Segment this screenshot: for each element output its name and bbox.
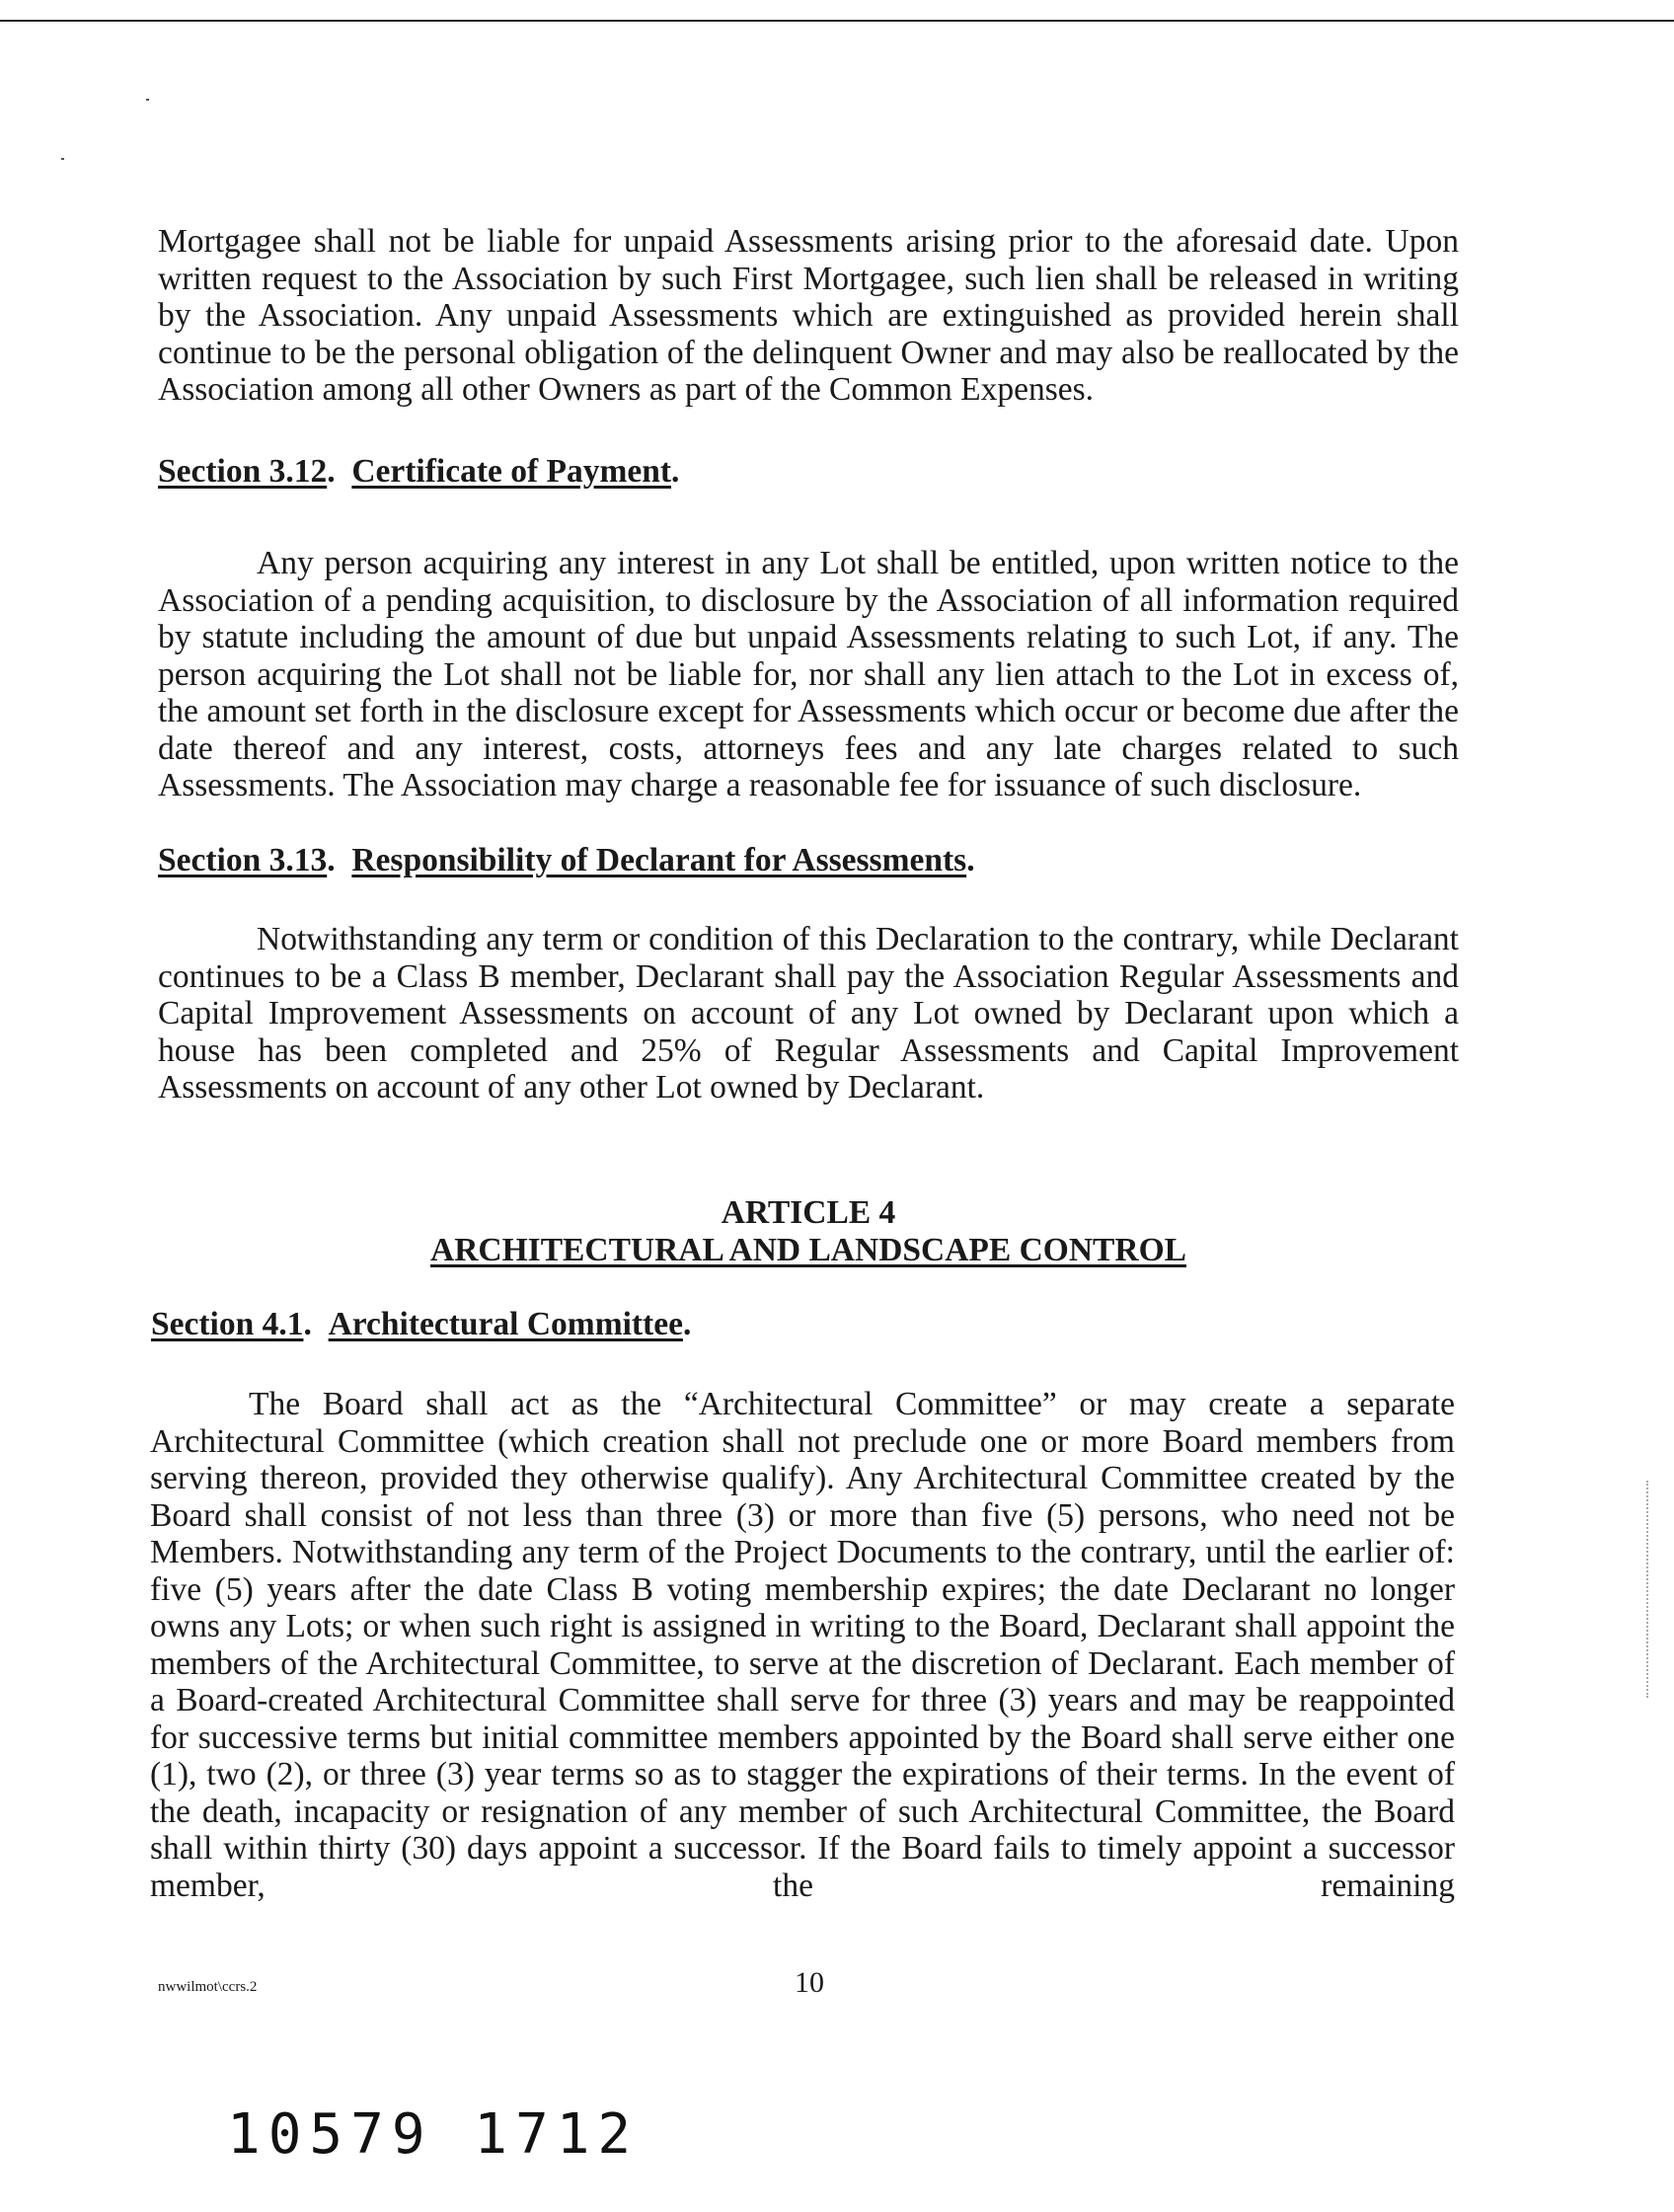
book-page-stamp: 10579 1712	[227, 2102, 640, 2167]
scan-margin-marks	[1646, 1481, 1650, 1698]
section-number: Section 4.1	[151, 1306, 304, 1342]
section-title-period: .	[671, 453, 680, 490]
section-number-period: .	[303, 1306, 329, 1342]
file-code: nwwilmot\ccrs.2	[158, 1979, 258, 1995]
page-number: 10	[795, 1966, 824, 1999]
section-paragraph: The Board shall act as the “Architectural Committee” or may create a separate Architectural Committee (which creation shall not preclude one or more Board members from serving thereon, provided they otherwise qualify). Any Architectural Committee created by the Board shall consist of not less than three (3) or more than five (5) persons, who need not be Members. Notwithstanding any term of the Project Documents to the contrary, until the earlier of: five (5) years after the date Class B voting membership expires; the date Declarant no longer owns any Lots; or when such right is assigned in writing to the Board, Declarant shall appoint the members of the Architectural Committee, to serve at the discretion of Declarant. Each member of a Board-created Architectural Committee shall serve for three (3) years and may be reappointed for successive terms but initial committee members appointed by the Board shall serve either one (1), two (2), or three (3) year terms so as to stagger the expirations of their terms. In the event of the death, incapacity or resignation of any member of such Architectural Committee, the Board shall within thirty (30) days appoint a successor. If the Board fails to timely appoint a successor member, the remaining	[150, 1386, 1455, 1904]
article-heading	[158, 1194, 1459, 1269]
section-title-period: .	[682, 1306, 692, 1342]
section-title: Architectural Committee	[328, 1306, 683, 1342]
article-title: ARCHITECTURAL AND LANDSCAPE CONTROL	[430, 1232, 1186, 1268]
article-label: ARTICLE 4	[721, 1194, 896, 1231]
intro-paragraph: Mortgagee shall not be liable for unpaid Assessments arising prior to the aforesaid date. Upon written request to the Association by such First Mortgagee, such lien shall be released in writing by the Association. Any unpaid Assessments which are extinguished as provided herein shall continue to be the personal obligation of the delinquent Owner and may also be reallocated by the Association among all other Owners as part of the Common Expenses.	[158, 223, 1459, 408]
section-title: Certificate of Payment	[351, 453, 672, 490]
section-heading-3-12	[158, 452, 679, 492]
section-paragraph: Notwithstanding any term or condition of this Declaration to the contrary, while Declarant continues to be a Class B member, Declarant shall pay the Association Regular Assessments and Capital Improvement Assessments on account of any Lot owned by Declarant upon which a house has been completed and 25% of Regular Assessments and Capital Improvement Assessments on account of any other Lot owned by Declarant.	[158, 921, 1459, 1106]
section-number-period: .	[327, 453, 352, 490]
section-number-period: .	[327, 842, 352, 878]
section-number: Section 3.12	[158, 453, 328, 490]
section-body-3-13	[158, 921, 1459, 1106]
intro-paragraph-block	[158, 223, 1459, 409]
section-heading-4-1	[151, 1305, 691, 1344]
scan-speck	[146, 99, 149, 101]
section-body-3-12	[158, 545, 1459, 804]
section-title: Responsibility of Declarant for Assessments	[351, 842, 967, 878]
section-heading-3-13	[158, 841, 975, 880]
section-number: Section 3.13	[158, 842, 328, 878]
top-rule	[0, 20, 1674, 22]
section-paragraph: Any person acquiring any interest in any Lot shall be entitled, upon written notice to the Association of a pending acquisition, to disclosure by the Association of all information required by statute including the amount of due but unpaid Assessments relating to such Lot, if any. The person acquiring the Lot shall not be liable for, nor shall any lien attach to the Lot in excess of, the amount set forth in the disclosure except for Assessments which occur or become due after the date thereof and any interest, costs, attorneys fees and any late charges related to such Assessments. The Association may charge a reasonable fee for issuance of such disclosure.	[158, 545, 1459, 803]
section-title-period: .	[966, 842, 975, 878]
section-body-4-1	[150, 1386, 1455, 1904]
scan-speck	[61, 158, 64, 160]
